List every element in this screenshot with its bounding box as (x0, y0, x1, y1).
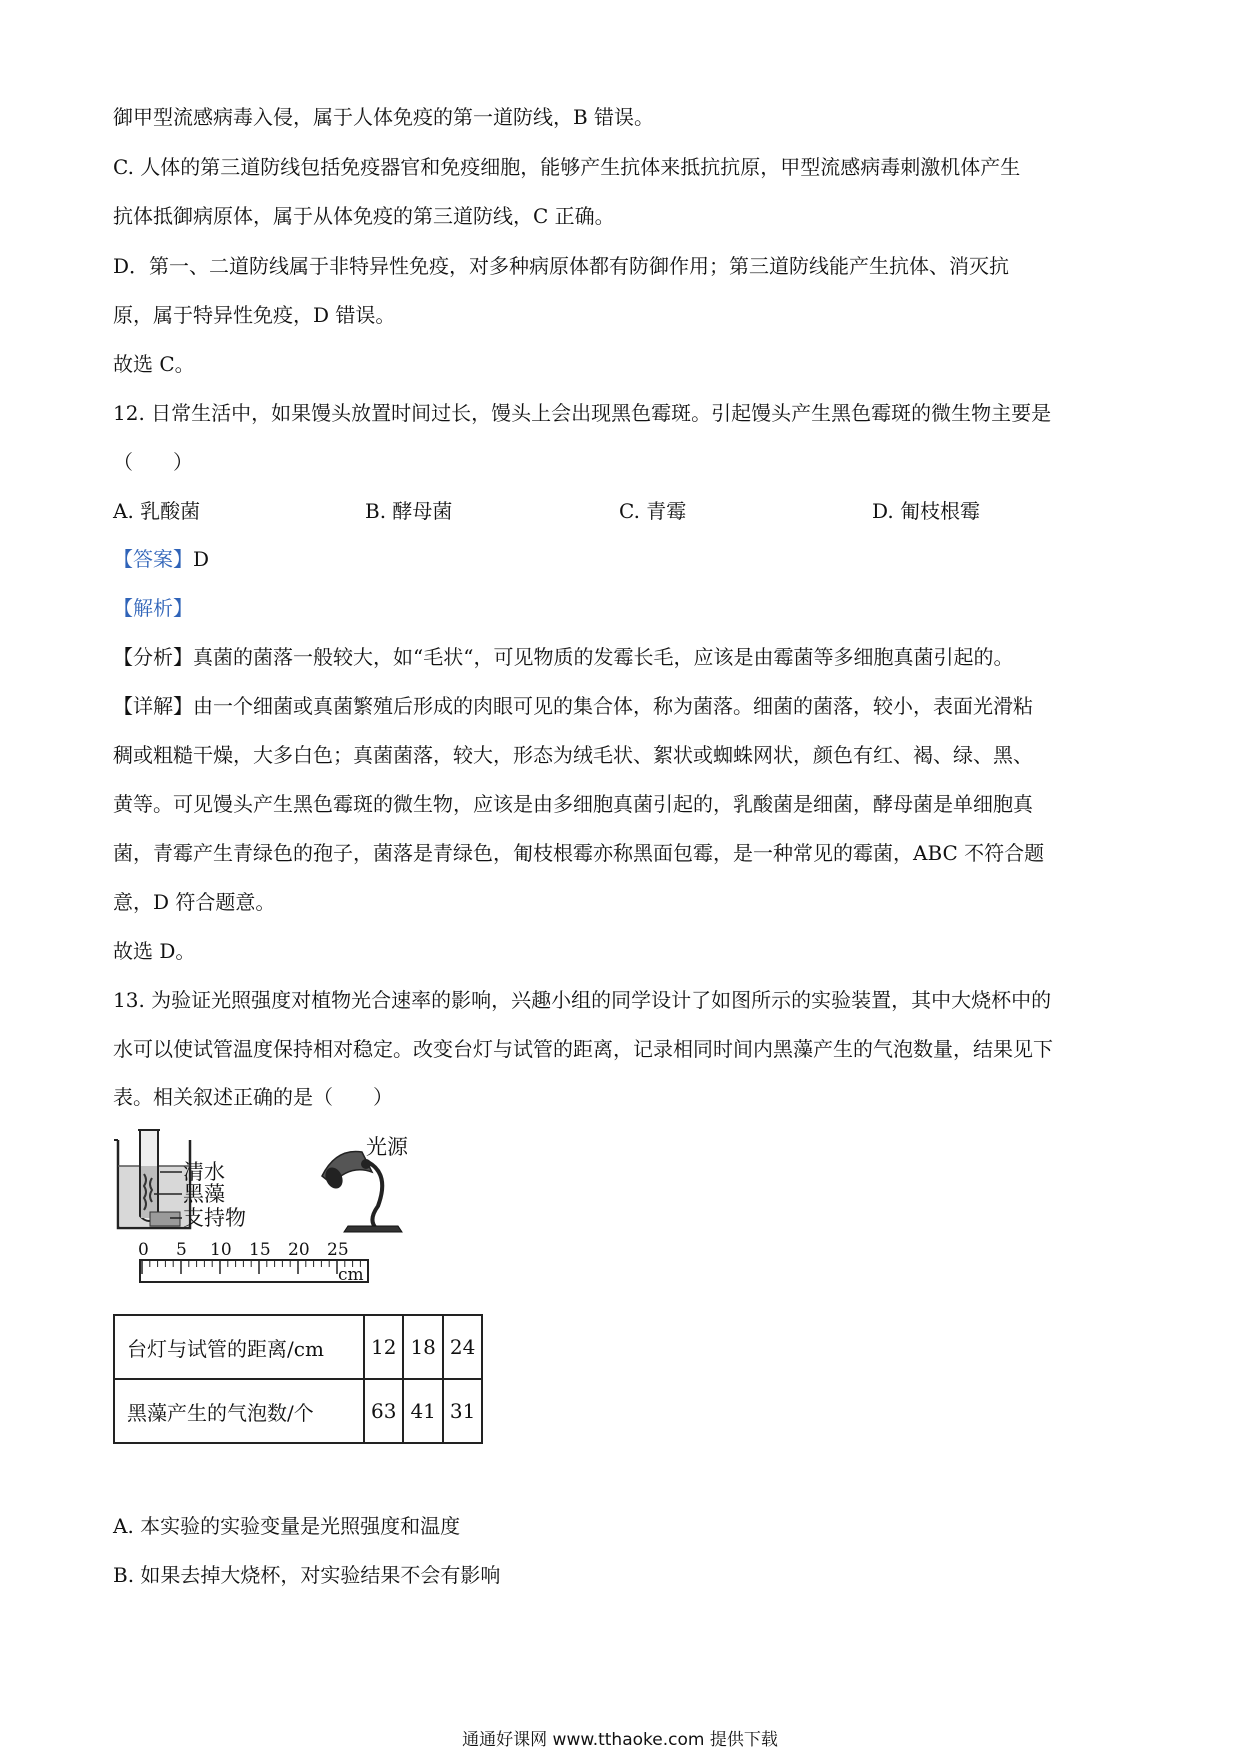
row-header: 黑藻产生的气泡数/个 (114, 1379, 364, 1443)
q13-option-a: A. 本实验的实验变量是光照强度和温度 (113, 1514, 461, 1538)
text-line: 御甲型流感病毒入侵，属于人体免疫的第一道防线，B 错误。 (113, 105, 655, 129)
table-cell: 18 (403, 1315, 442, 1379)
ruler-tick-label: 25 (327, 1240, 349, 1260)
text-line: 原，属于特异性免疫，D 错误。 (113, 303, 396, 327)
table-cell: 41 (403, 1379, 442, 1443)
table-cell: 63 (364, 1379, 403, 1443)
text-line: 故选 C。 (113, 352, 195, 376)
text-line: C. 人体的第三道防线包括免疫器官和免疫细胞，能够产生抗体来抵抗抗原，甲型流感病毒刺激机体产生 (113, 155, 1021, 179)
ruler-tick-label: 0 (138, 1240, 149, 1260)
text-line: 菌，青霉产生青绿色的孢子，菌落是青绿色，匍枝根霉亦称黑面包霉，是一种常见的霉菌，ABC 不符合题 (113, 841, 1045, 865)
text-line: D．第一、二道防线属于非特异性免疫，对多种病原体都有防御作用；第三道防线能产生抗体、消灭抗 (113, 254, 1010, 278)
text-line: 意，D 符合题意。 (113, 890, 276, 914)
row-header: 台灯与试管的距离/cm (114, 1315, 364, 1379)
q12-option-d: D. 匍枝根霉 (872, 499, 981, 523)
answer-tag: 【答案】 (113, 547, 193, 571)
text-line: 【分析】真菌的菌落一般较大，如“毛状“，可见物质的发霉长毛，应该是由霉菌等多细胞真菌引起的。 (113, 645, 1014, 669)
test-tube-icon (138, 1130, 160, 1221)
ruler (138, 1240, 368, 1285)
table-row (114, 1379, 482, 1443)
question-12-stem: 12. 日常生活中，如果馒头放置时间过长，馒头上会出现黑色霉斑。引起馒头产生黑色霉斑的微生物主要是 (113, 401, 1052, 425)
label-water: 清水 (183, 1160, 225, 1184)
results-table (113, 1314, 483, 1444)
q12-option-b: B. 酵母菌 (365, 499, 453, 523)
text-line: 抗体抵御病原体，属于从体免疫的第三道防线，C 正确。 (113, 204, 615, 228)
answer-line (113, 545, 209, 573)
experiment-apparatus-figure (110, 1128, 470, 1303)
question-13-stem: 13. 为验证光照强度对植物光合速率的影响，兴趣小组的同学设计了如图所示的实验装置，其中大烧杯中的 (113, 988, 1052, 1012)
q12-option-a: A. 乳酸菌 (113, 499, 201, 523)
q13-option-b: B. 如果去掉大烧杯，对实验结果不会有影响 (113, 1563, 501, 1587)
text-line: 黄等。可见馒头产生黑色霉斑的微生物，应该是由多细胞真菌引起的，乳酸菌是细菌，酵母菌是单细胞真 (113, 792, 1033, 816)
ruler-tick-label: 10 (210, 1240, 232, 1260)
text-line: 故选 D。 (113, 939, 196, 963)
support-block (150, 1212, 180, 1226)
table-row (114, 1315, 482, 1379)
label-light-source: 光源 (366, 1135, 408, 1159)
ruler-unit: cm (338, 1265, 364, 1285)
page-footer: 通通好课网 www.tthaoke.com 提供下载 (462, 1730, 778, 1750)
analysis-tag: 【解析】 (113, 596, 193, 620)
ruler-tick-label: 15 (249, 1240, 271, 1260)
text-line: 表。相关叙述正确的是（ ） (113, 1085, 393, 1109)
answer-value: D (193, 547, 210, 571)
label-hydrilla: 黑藻 (183, 1182, 225, 1206)
table-cell: 31 (443, 1379, 482, 1443)
table-cell: 12 (364, 1315, 403, 1379)
desk-lamp-icon (322, 1152, 402, 1233)
text-line: 【详解】由一个细菌或真菌繁殖后形成的肉眼可见的集合体，称为菌落。细菌的菌落，较小，表面光滑粘 (113, 694, 1033, 718)
text-line: 稠或粗糙干燥，大多白色；真菌菌落，较大，形态为绒毛状、絮状或蜘蛛网状，颜色有红、褐、绿、黑、 (113, 743, 1033, 767)
label-support: 支持物 (183, 1206, 246, 1230)
ruler-tick-label: 5 (176, 1240, 187, 1260)
ruler-tick-label: 20 (288, 1240, 310, 1260)
text-line: 水可以使试管温度保持相对稳定。改变台灯与试管的距离，记录相同时间内黑藻产生的气泡数量，结果见下 (113, 1037, 1053, 1061)
q12-option-c: C. 青霉 (619, 499, 687, 523)
question-12-blank: （ ） (113, 450, 193, 474)
table-cell: 24 (443, 1315, 482, 1379)
